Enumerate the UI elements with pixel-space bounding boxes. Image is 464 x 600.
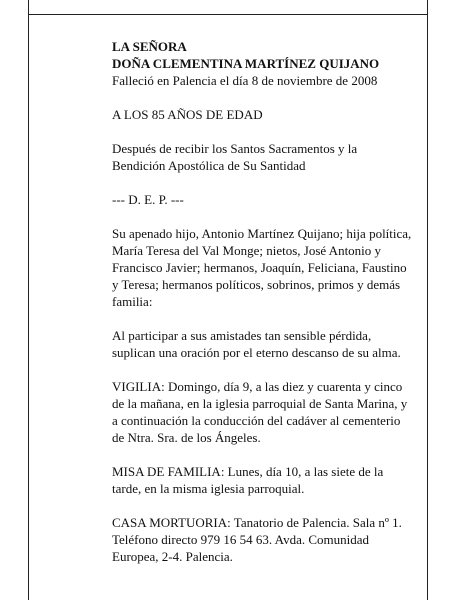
prayer-request-paragraph: Al participar a sus amistades tan sensible pérdida, suplican una oración por el eterno descanso de su alma. — [112, 328, 401, 360]
sacraments-paragraph: Después de recibir los Santos Sacramentos y la Bendición Apostólica de Su Santidad — [112, 141, 358, 173]
family-paragraph: Su apenado hijo, Antonio Martínez Quijano; hija política, María Teresa del Val Monge; nietos, José Antonio y Francisco Javier; hermanos, Joaquín, Feliciana, Faustino y Teresa; hermanos políticos, sobrinos, primos y demás familia: — [112, 226, 412, 309]
family-mass-paragraph: MISA DE FAMILIA: Lunes, día 10, a las siete de la tarde, en la misma iglesia parroquial. — [112, 464, 384, 496]
vigil-paragraph: VIGILIA: Domingo, día 9, a las diez y cuarenta y cinco de la mañana, en la iglesia parroquial de Santa Marina, y a continuación la conducción del cadáver al cementerio de Ntra. Sra. de los Ángeles. — [112, 379, 408, 445]
obituary-notice — [112, 38, 412, 565]
age-line: A LOS 85 AÑOS DE EDAD — [112, 107, 263, 122]
document-top-border — [28, 14, 428, 15]
title-line: LA SEÑORA — [112, 39, 187, 54]
death-date-line: Falleció en Palencia el día 8 de noviembre de 2008 — [112, 73, 378, 88]
funeral-home-paragraph: CASA MORTUORIA: Tanatorio de Palencia. Sala nº 1. Teléfono directo 979 16 54 63. Avda. Comunidad Europea, 2-4. Palencia. — [112, 515, 402, 564]
deceased-name: DOÑA CLEMENTINA MARTÍNEZ QUIJANO — [112, 56, 380, 71]
dep-line: --- D. E. P. --- — [112, 192, 184, 207]
